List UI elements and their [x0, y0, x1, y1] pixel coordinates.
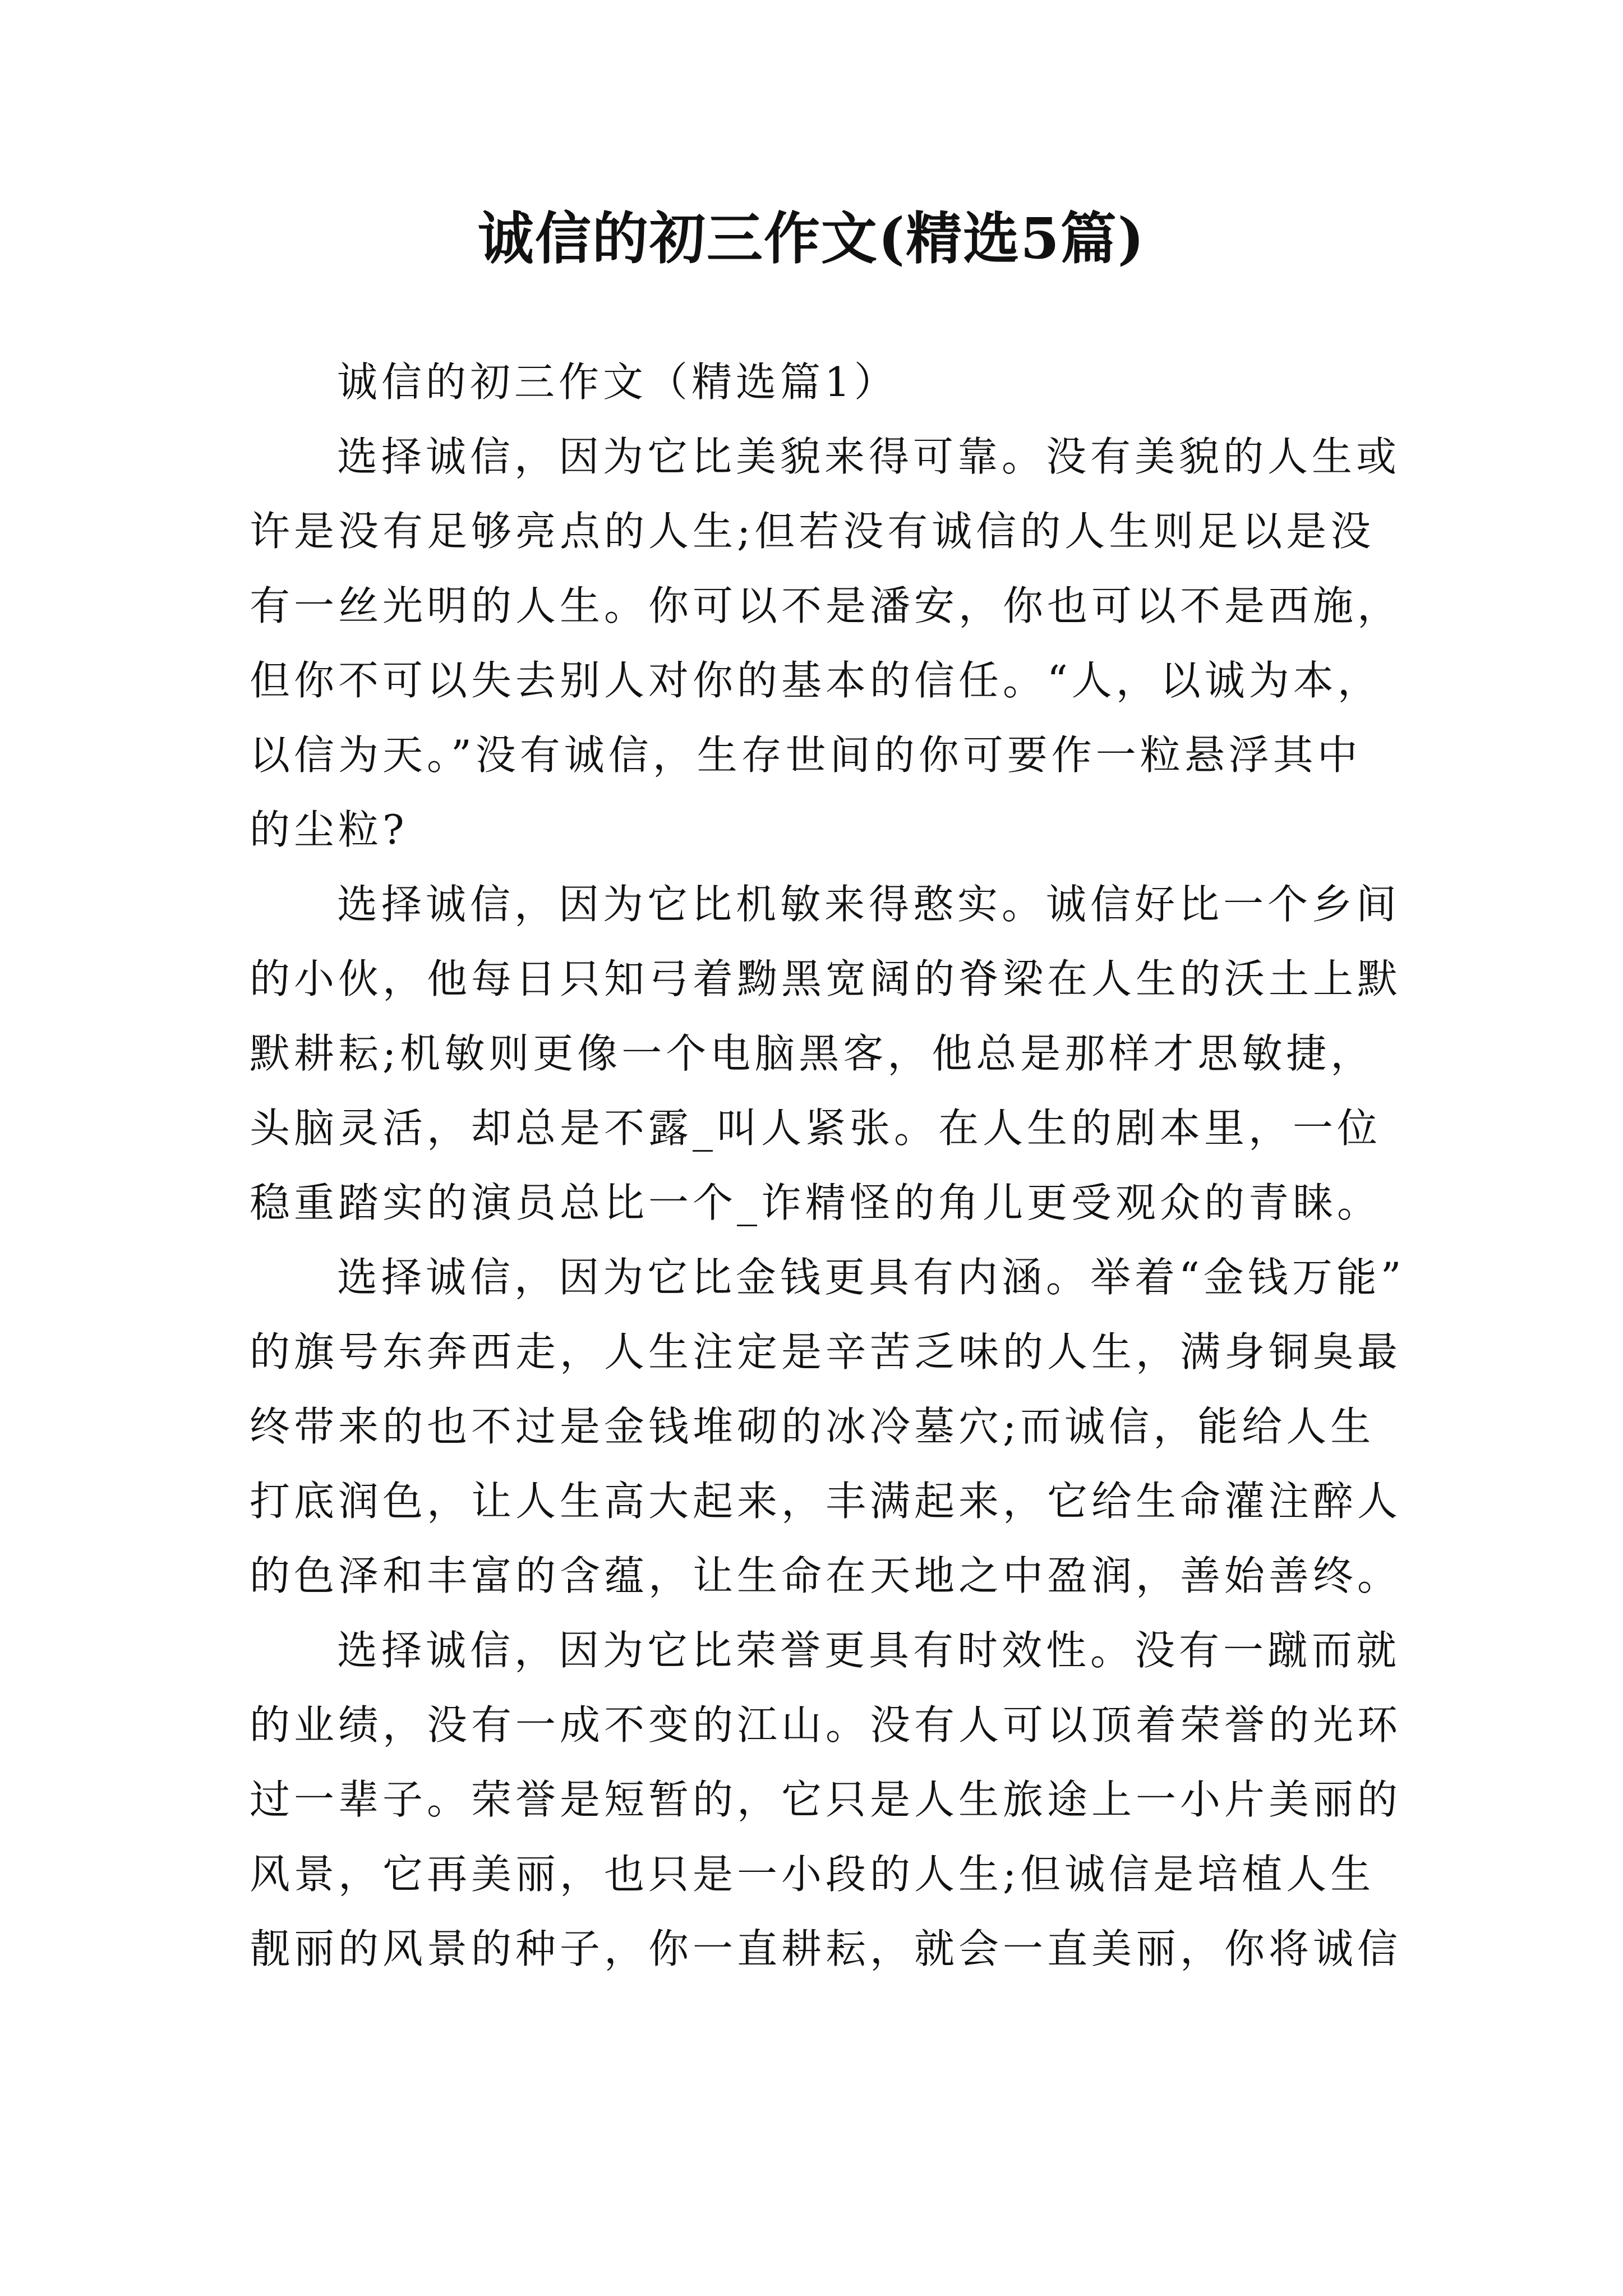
text-line: 靓丽的风景的种子，你一直耕耘，就会一直美丽，你将诚信	[250, 1925, 1402, 1972]
text-line: 许是没有足够亮点的人生;但若没有诚信的人生则足以是没	[250, 508, 1375, 555]
text-line: 选择诚信，因为它比金钱更具有内涵。举着“金钱万能”	[337, 1254, 1405, 1301]
text-line: 头脑灵活，却总是不露_叫人紧张。在人生的剧本里，一位	[250, 1105, 1382, 1152]
text-line: 以信为天。”没有诚信，生存世间的你可要作一粒悬浮其中	[250, 731, 1362, 779]
text-line: 但你不可以失去别人对你的基本的信任。“人，以诚为本，	[250, 657, 1382, 704]
text-line: 过一辈子。荣誉是短暂的，它只是人生旅途上一小片美丽的	[250, 1776, 1402, 1823]
text-line: 的旗号东奔西走，人生注定是辛苦乏味的人生，满身铜臭最	[250, 1328, 1402, 1375]
text-line: 终带来的也不过是金钱堆砌的冰冷墓穴;而诚信，能给人生	[250, 1403, 1375, 1450]
text-line: 的色泽和丰富的含蕴，让生命在天地之中盈润，善始善终。	[250, 1552, 1402, 1599]
text-line: 稳重踏实的演员总比一个_诈精怪的角儿更受观众的青睐。	[250, 1179, 1382, 1226]
document-title: 诚信的初三作文(精选5篇)	[477, 205, 1146, 272]
text-line: 的小伙，他每日只知弓着黝黑宽阔的脊梁在人生的沃土上默	[250, 955, 1402, 1002]
text-line: 选择诚信，因为它比美貌来得可靠。没有美貌的人生或	[337, 433, 1401, 480]
text-line: 诚信的初三作文（精选篇1）	[337, 358, 898, 406]
text-line: 默耕耘;机敏则更像一个电脑黑客，他总是那样才思敏捷，	[250, 1030, 1375, 1077]
text-line: 的业绩，没有一成不变的江山。没有人可以顶着荣誉的光环	[250, 1701, 1402, 1749]
document-body	[250, 345, 1405, 1986]
text-line: 选择诚信，因为它比荣誉更具有时效性。没有一蹴而就	[337, 1627, 1401, 1674]
text-line: 选择诚信，因为它比机敏来得憨实。诚信好比一个乡间	[337, 881, 1401, 928]
text-line: 风景，它再美丽，也只是一小段的人生;但诚信是培植人生	[250, 1851, 1375, 1898]
text-line: 的尘粒?	[250, 806, 408, 853]
text-line: 有一丝光明的人生。你可以不是潘安，你也可以不是西施，	[250, 582, 1402, 629]
text-line: 打底润色，让人生高大起来，丰满起来，它给生命灌注醉人	[250, 1478, 1402, 1525]
